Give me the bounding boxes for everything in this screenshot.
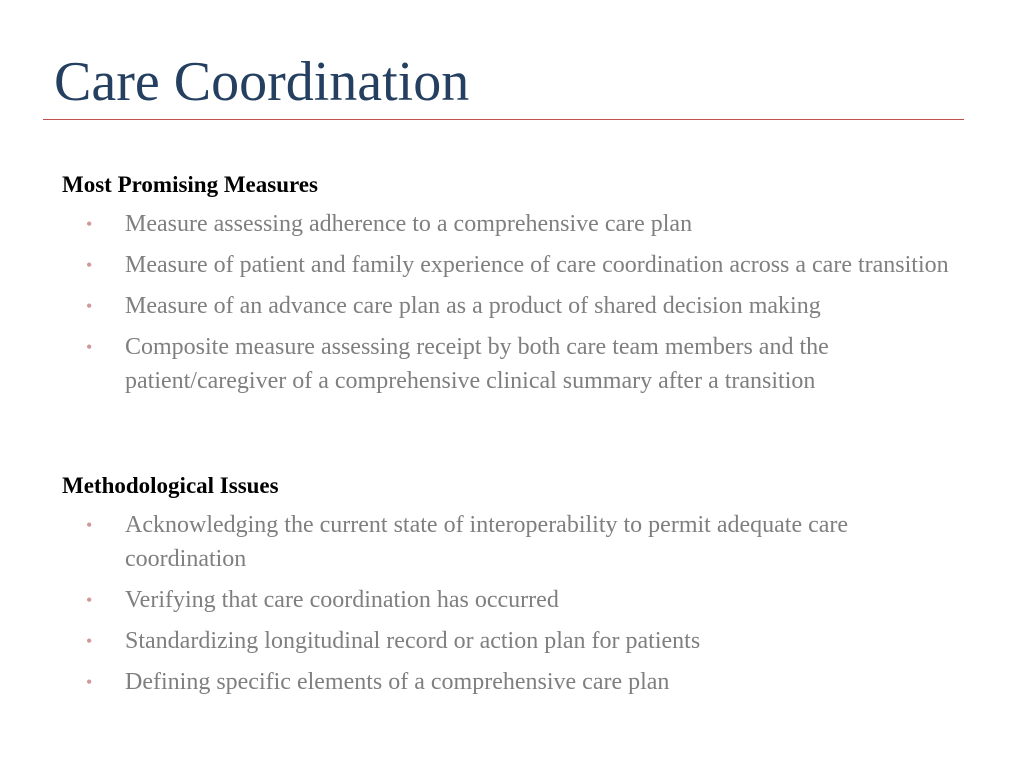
bullet-icon: •: [86, 590, 93, 610]
bullet-list: [62, 207, 982, 398]
section-most-promising-measures: [62, 170, 982, 405]
list-item-text: Defining specific elements of a comprehensive care plan: [125, 669, 670, 695]
section-heading: Most Promising Measures: [62, 172, 318, 197]
section-methodological-issues: [62, 471, 982, 706]
list-item-text: Measure of patient and family experience of care coordination across a care transition: [125, 252, 949, 278]
bullet-list: [62, 508, 982, 699]
section-heading: Methodological Issues: [62, 473, 279, 498]
list-item: [62, 665, 960, 699]
bullet-icon: •: [86, 337, 93, 357]
list-item-text: Composite measure assessing receipt by both care team members and the patient/caregiver of a comprehensive clinical summary after a transition: [125, 334, 829, 394]
list-item-text: Measure assessing adherence to a comprehensive care plan: [125, 211, 693, 237]
list-item: [62, 624, 960, 658]
slide-title: Care Coordination: [54, 51, 470, 113]
bullet-icon: •: [86, 672, 93, 692]
list-item-text: Measure of an advance care plan as a product of shared decision making: [125, 293, 821, 319]
bullet-icon: •: [86, 631, 93, 651]
list-item: [62, 207, 960, 241]
list-item: [62, 289, 960, 323]
bullet-icon: •: [86, 214, 93, 234]
list-item-text: Verifying that care coordination has occurred: [125, 587, 559, 613]
list-item-text: Standardizing longitudinal record or action plan for patients: [125, 628, 701, 654]
list-item: [62, 508, 960, 576]
list-item: [62, 583, 960, 617]
list-item: [62, 330, 960, 398]
list-item-text: Acknowledging the current state of interoperability to permit adequate care coordination: [125, 512, 849, 572]
title-divider: [43, 119, 964, 120]
bullet-icon: •: [86, 296, 93, 316]
bullet-icon: •: [86, 515, 93, 535]
bullet-icon: •: [86, 255, 93, 275]
list-item: [62, 248, 960, 282]
